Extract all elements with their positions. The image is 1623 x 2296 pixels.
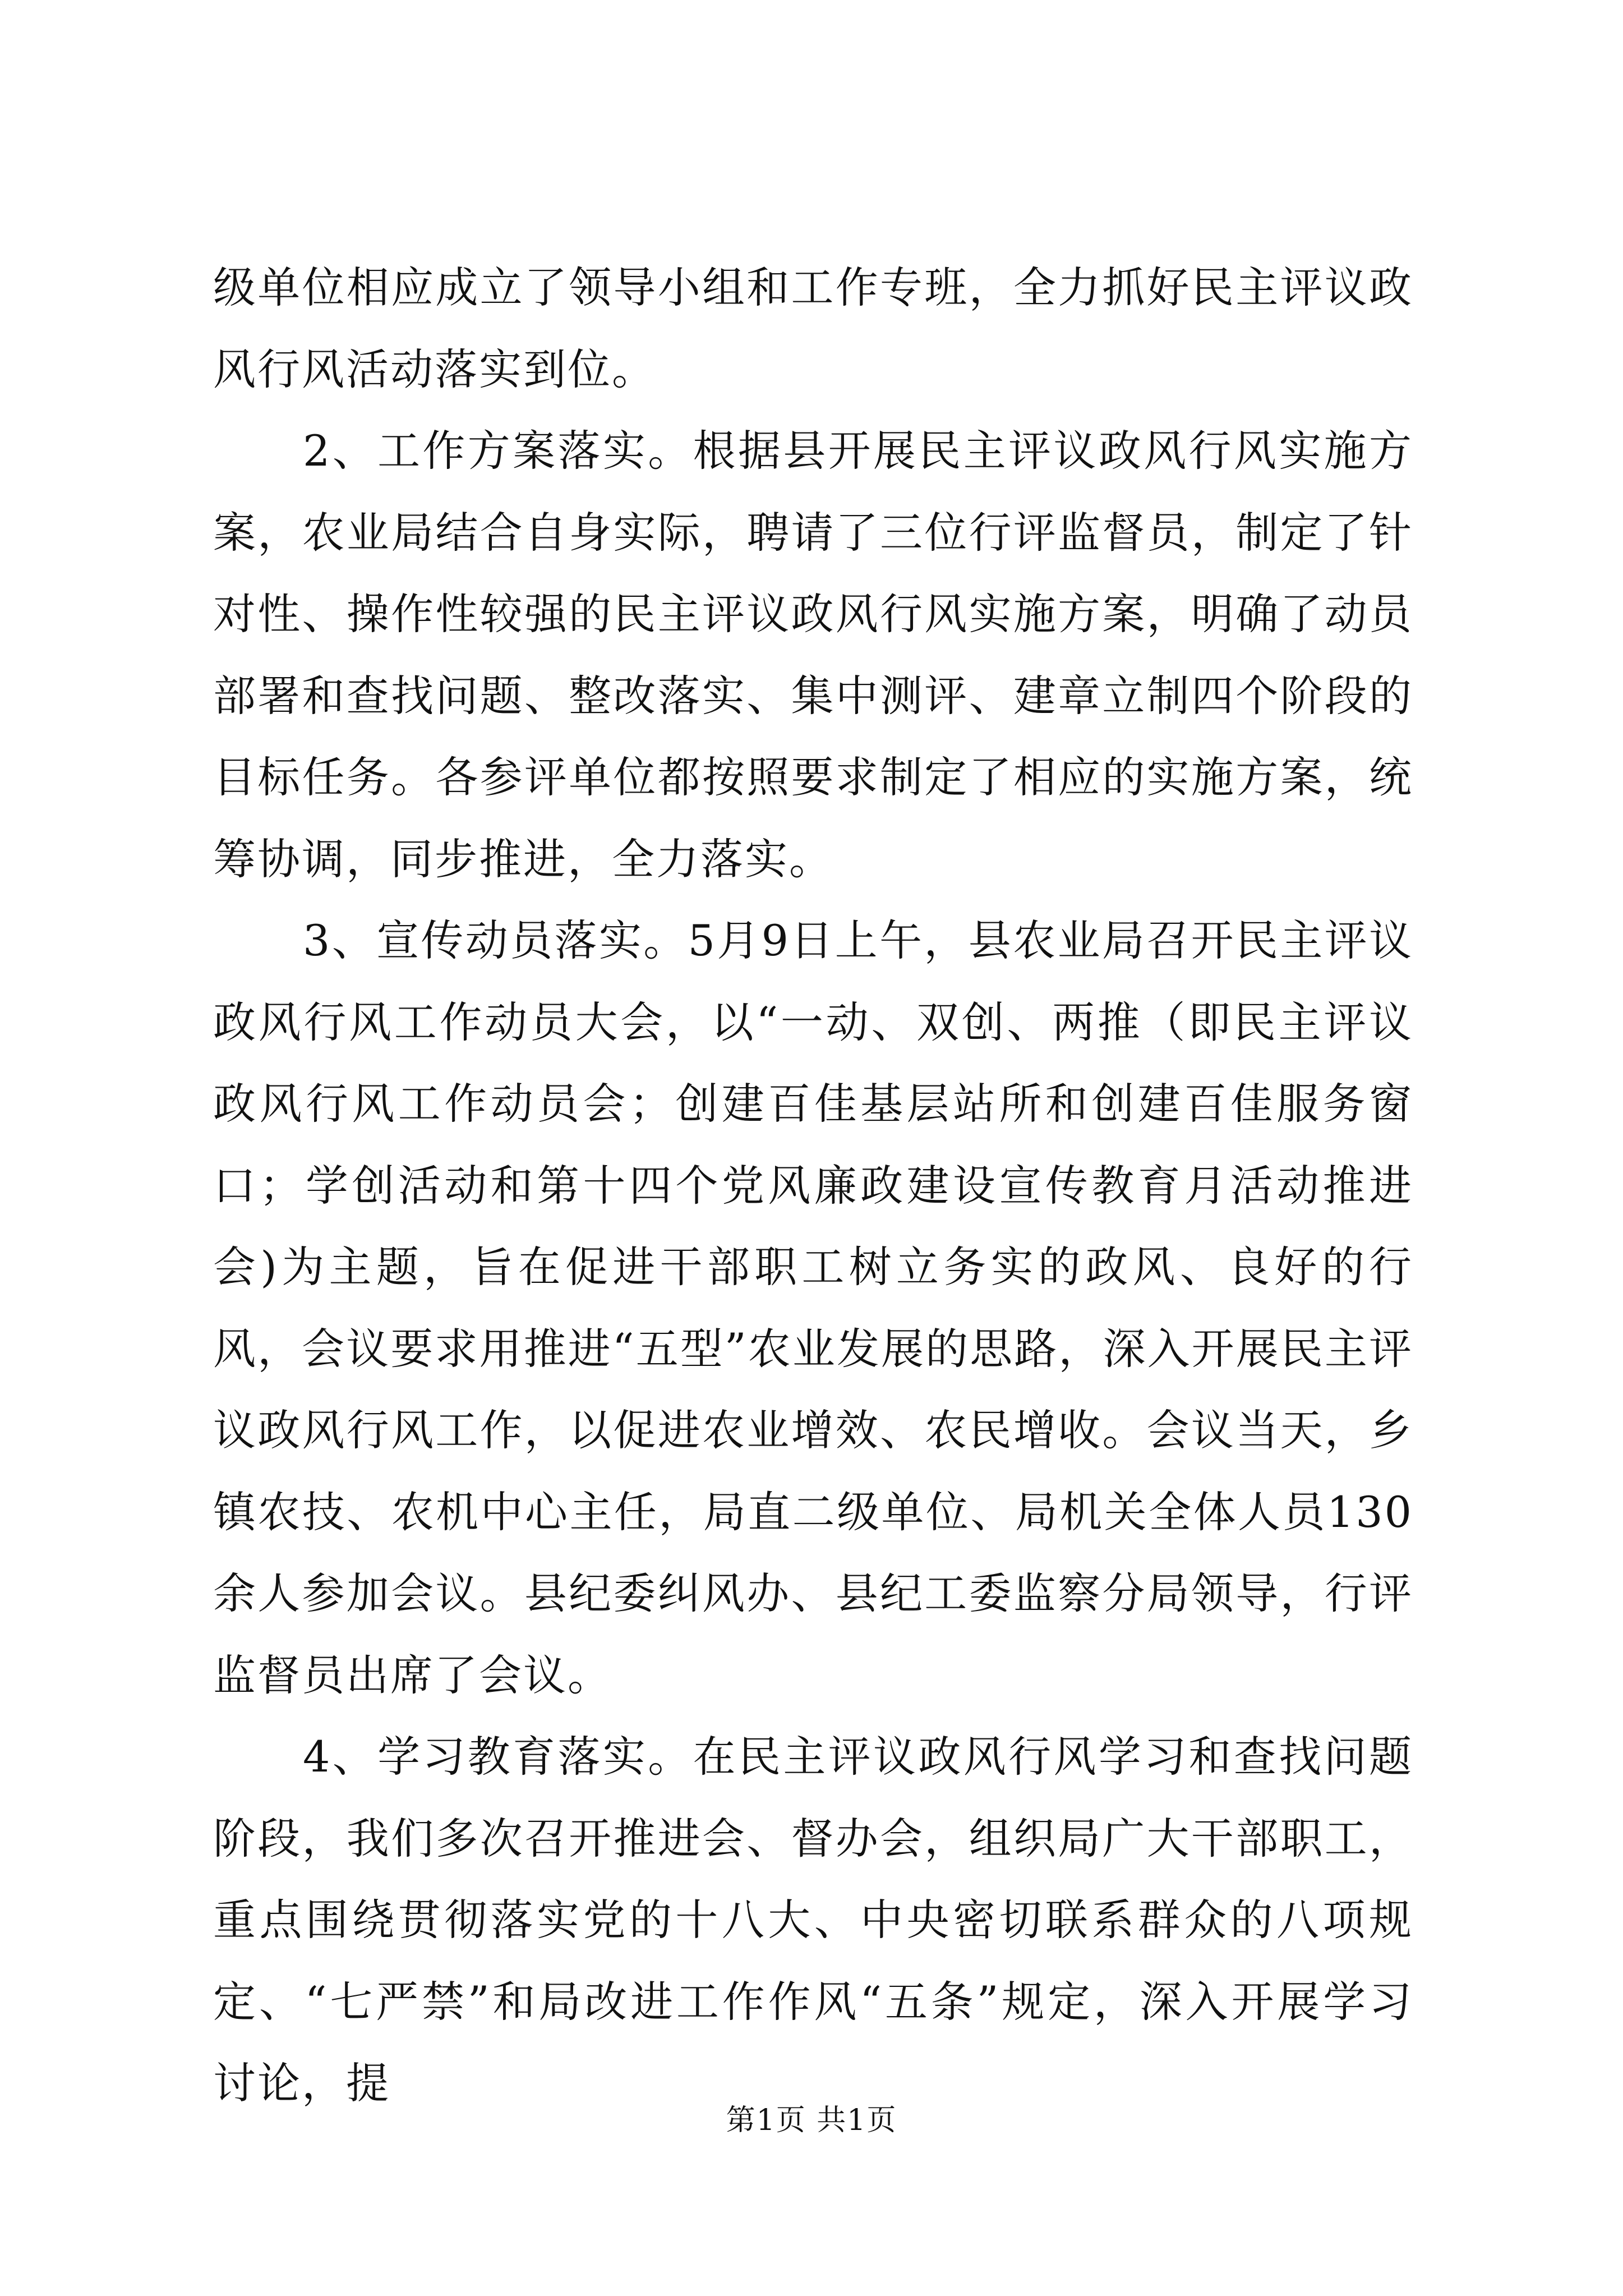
- document-body: [213, 247, 1413, 2124]
- page-footer: 第1页 共1页: [726, 2104, 897, 2137]
- paragraph-study-education: 4、学习教育落实。在民主评议政风行风学习和查找问题阶段，我们多次召开推进会、督办会，组织局广大干部职工，重点围绕贯彻落实党的十八大、中央密切联系群众的八项规定、“七严禁”和局改进工作作风“五条”规定，深入开展学习讨论，提: [213, 1732, 1413, 2108]
- paragraph-continuation: 级单位相应成立了领导小组和工作专班，全力抓好民主评议政风行风活动落实到位。: [213, 263, 1413, 394]
- paragraph-work-plan: 2、工作方案落实。根据县开展民主评议政风行风实施方案，农业局结合自身实际，聘请了三位行评监督员，制定了针对性、操作性较强的民主评议政风行风实施方案，明确了动员部署和查找问题、整改落实、集中测评、建章立制四个阶段的目标任务。各参评单位都按照要求制定了相应的实施方案，统筹协调，同步推进，全力落实。: [213, 426, 1413, 884]
- paragraph-publicity-mobilization: 3、宣传动员落实。5月9日上午，县农业局召开民主评议政风行风工作动员大会，以“一动、双创、两推（即民主评议政风行风工作动员会；创建百佳基层站所和创建百佳服务窗口；学创活动和第十四个党风廉政建设宣传教育月活动推进会)为主题，旨在促进干部职工树立务实的政风、良好的行风，会议要求用推进“五型”农业发展的思路，深入开展民主评议政风行风工作，以促进农业增效、农民增收。会议当天，乡镇农技、农机中心主任，局直二级单位、局机关全体人员130余人参加会议。县纪委纠风办、县纪工委监察分局领导，行评监督员出席了会议。: [213, 915, 1413, 1700]
